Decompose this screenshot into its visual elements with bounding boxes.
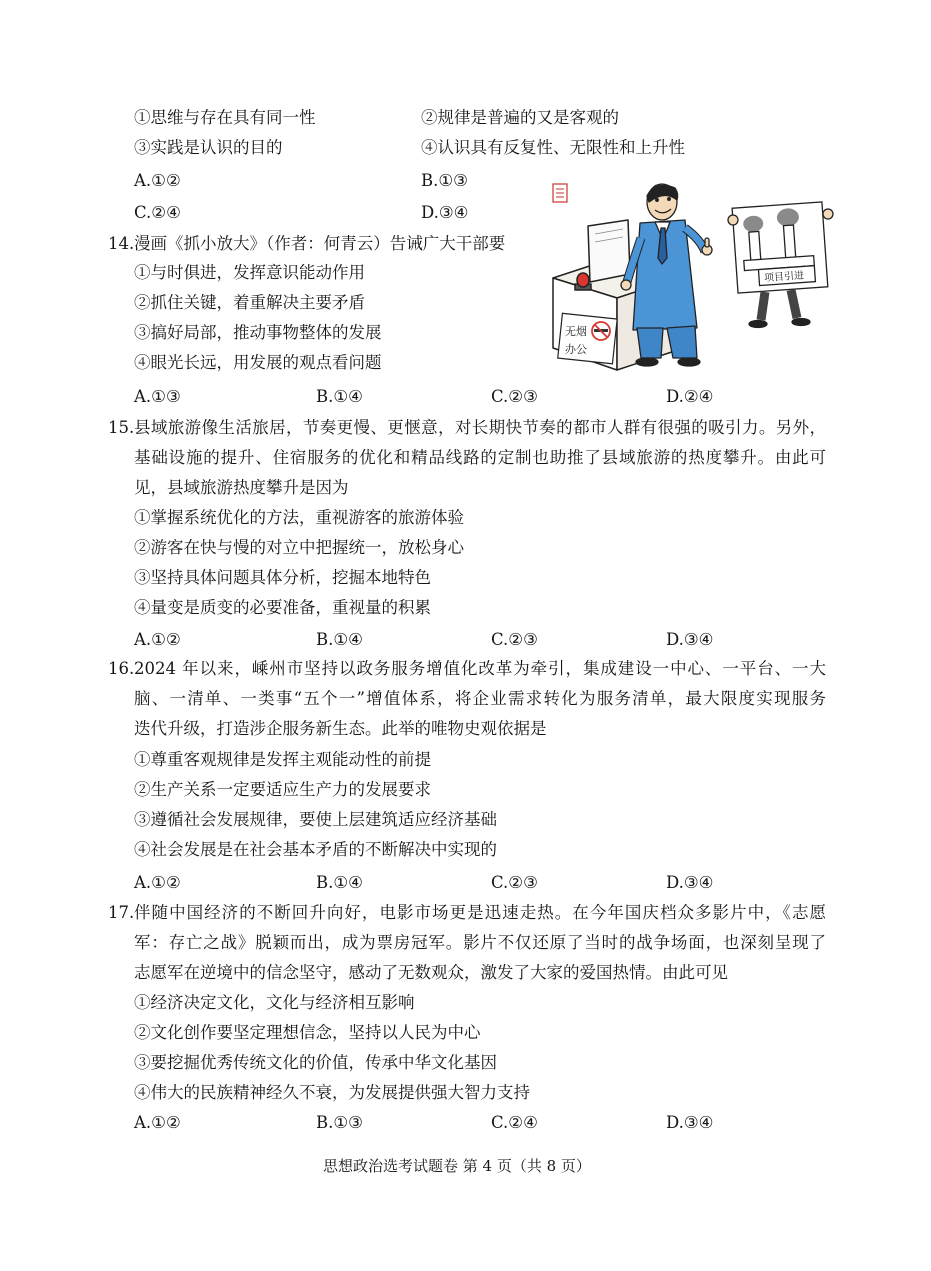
q16-answer-b: B.①④ <box>316 873 363 892</box>
q17-number: 17. <box>108 903 135 922</box>
q14-statement-1: ①与时俱进，发挥意识能动作用 <box>134 263 365 282</box>
q17-statement-3: ③要挖掘优秀传统文化的价值，传承中华文化基因 <box>134 1053 497 1072</box>
q13-answer-a: A.①② <box>134 171 181 190</box>
q17-stem-line-1: 伴随中国经济的不断回升向好，电影市场更是迅速走热。在今年国庆档众多影片中，《志愿 <box>134 903 826 922</box>
q15-answer-b: B.①④ <box>316 630 363 649</box>
q14-number: 14. <box>108 234 135 253</box>
q16-stem-line-3: 迭代升级，打造涉企服务新生态。此举的唯物史观依据是 <box>134 719 547 738</box>
q15-stem-line-2: 基础设施的提升、住宿服务的优化和精品线路的定制也助推了县域旅游的热度攀升。由此可 <box>134 448 826 467</box>
q17-answer-c: C.②④ <box>491 1113 538 1132</box>
q16-answer-a: A.①② <box>134 873 181 892</box>
q16-answer-d: D.③④ <box>666 873 714 892</box>
q17-stem-line-3: 志愿军在逆境中的信念坚守，感动了无数观众，激发了大家的爱国热情。由此可见 <box>134 963 728 982</box>
q17-answer-a: A.①② <box>134 1113 181 1132</box>
q14-answer-b: B.①④ <box>316 387 363 406</box>
q15-answer-d: D.③④ <box>666 630 714 649</box>
q14-answer-d: D.②④ <box>666 387 714 406</box>
q17-statement-1: ①经济决定文化，文化与经济相互影响 <box>134 993 415 1012</box>
q15-statement-2: ②游客在快与慢的对立中把握统一，放松身心 <box>134 538 464 557</box>
q17-answer-b: B.①③ <box>316 1113 363 1132</box>
q16-statement-1: ①尊重客观规律是发挥主观能动性的前提 <box>134 750 431 769</box>
q13-statement-1: ①思维与存在具有同一性 <box>134 108 316 127</box>
q17-stem-line-2: 军：存亡之战》脱颖而出，成为票房冠军。影片不仅还原了当时的战争场面，也深刻呈现了 <box>134 933 826 952</box>
q14-statement-2: ②抓住关键，着重解决主要矛盾 <box>134 293 365 312</box>
q17-answer-d: D.③④ <box>666 1113 714 1132</box>
cartoon-illustration <box>545 178 835 378</box>
q16-stem-line-1: 2024 年以来，嵊州市坚持以政务服务增值化改革为牵引，集成建设一中心、一平台、一大 <box>134 659 826 678</box>
poster-label: 项目引进 <box>763 270 805 285</box>
artist-seal <box>553 184 567 202</box>
q16-statement-2: ②生产关系一定要适应生产力的发展要求 <box>134 780 431 799</box>
q14-answer-a: A.①③ <box>134 387 181 406</box>
desk-sign <box>558 313 617 364</box>
q15-statement-4: ④量变是质变的必要准备，重视量的积累 <box>134 598 431 617</box>
q16-number: 16. <box>108 659 135 678</box>
q14-statement-3: ③搞好局部，推动事物整体的发展 <box>134 323 382 342</box>
q17-statement-2: ②文化创作要坚定理想信念，坚持以人民为中心 <box>134 1023 481 1042</box>
q14-statement-4: ④眼光长远，用发展的观点看问题 <box>134 353 382 372</box>
q17-statement-4: ④伟大的民族精神经久不衰，为发展提供强大智力支持 <box>134 1083 530 1102</box>
q14-answer-c: C.②③ <box>491 387 538 406</box>
desk-sign-line-2: 办公 <box>565 343 587 356</box>
q13-statement-2: ②规律是普遍的又是客观的 <box>421 108 619 127</box>
q16-statement-4: ④社会发展是在社会基本矛盾的不断解决中实现的 <box>134 840 497 859</box>
q15-statement-3: ③坚持具体问题具体分析，挖掘本地特色 <box>134 568 431 587</box>
q13-answer-c: C.②④ <box>134 203 181 222</box>
q15-answer-c: C.②③ <box>491 630 538 649</box>
project-poster <box>728 202 833 328</box>
q14-stem-line: 漫画《抓小放大》（作者：何青云）告诫广大干部要 <box>134 234 506 253</box>
desk-sign-line-1: 无烟 <box>565 325 587 338</box>
q13-answer-b: B.①③ <box>421 171 468 190</box>
q16-answer-c: C.②③ <box>491 873 538 892</box>
q15-stem-line-1: 县域旅游像生活旅居，节奏更慢、更惬意，对长期快节奏的都市人群有很强的吸引力。另外， <box>134 418 826 437</box>
q13-statement-4: ④认识具有反复性、无限性和上升性 <box>421 138 685 157</box>
q13-answer-d: D.③④ <box>421 203 469 222</box>
page-footer: 思想政治选考试题卷 第 4 页（共 8 页） <box>323 1157 591 1175</box>
q15-stem-line-3: 见，县域旅游热度攀升是因为 <box>134 478 349 497</box>
q16-stem-line-2: 脑、一清单、一类事“五个一”增值体系，将企业需求转化为服务清单，最大限度实现服务 <box>134 689 826 708</box>
q16-statement-3: ③遵循社会发展规律，要使上层建筑适应经济基础 <box>134 810 497 829</box>
q15-number: 15. <box>108 418 135 437</box>
q13-statement-3: ③实践是认识的目的 <box>134 138 283 157</box>
q15-answer-a: A.①② <box>134 630 181 649</box>
q15-statement-1: ①掌握系统优化的方法，重视游客的旅游体验 <box>134 508 464 527</box>
